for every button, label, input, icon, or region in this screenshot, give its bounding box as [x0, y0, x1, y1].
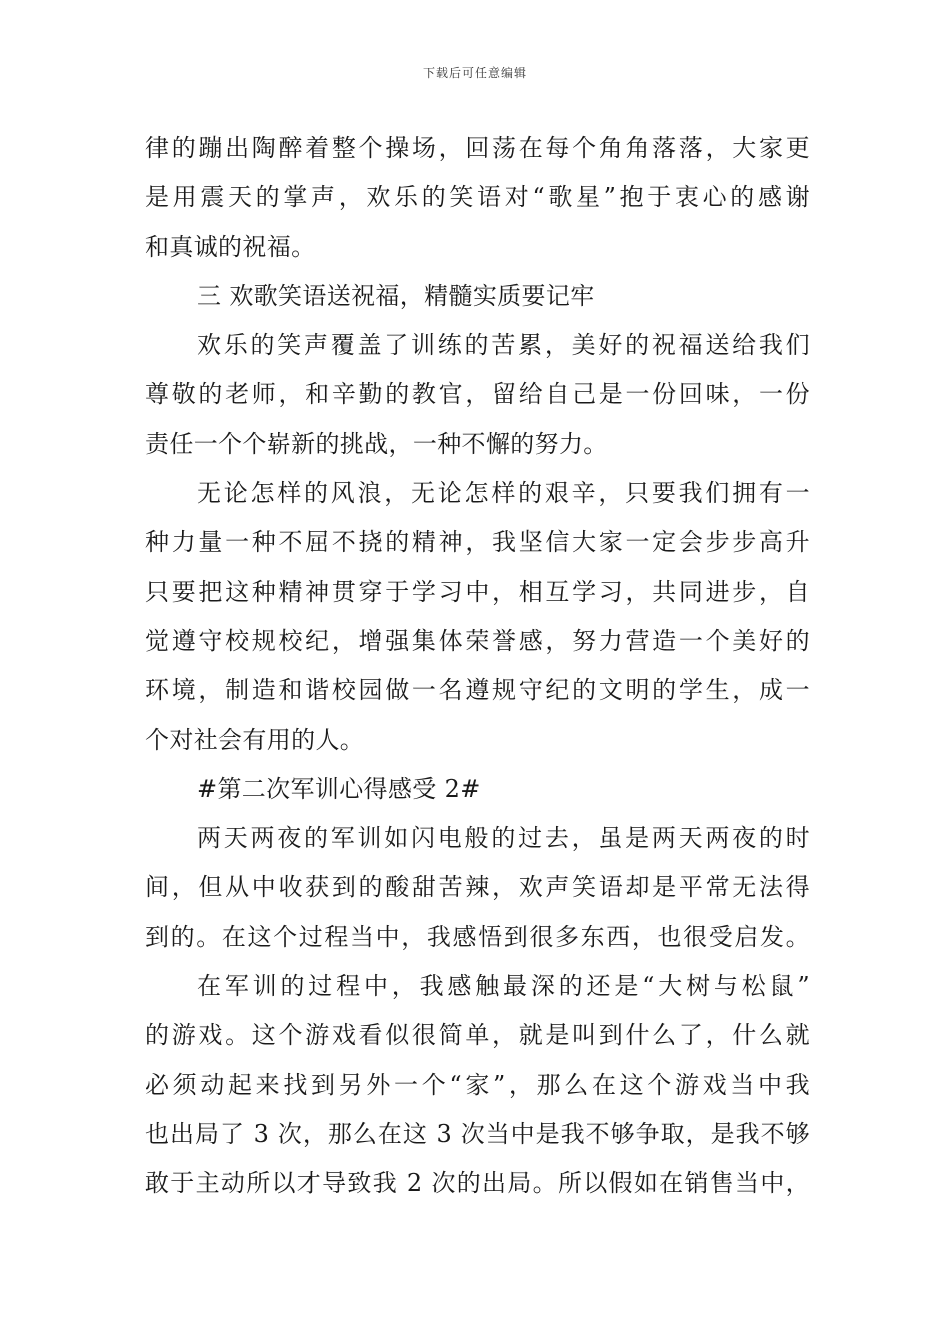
text-line: 两天两夜的军训如闪电般的过去，虽是两天两夜的时 [197, 824, 810, 853]
text-line: 敢于主动所以才导致我 2 次的出局。所以假如在销售当中， [145, 1169, 810, 1198]
text-line: 责任一个个崭新的挑战，一种不懈的努力。 [145, 429, 608, 458]
text-line: 在军训的过程中，我感触最深的还是“大树与松鼠” [197, 972, 810, 1001]
text-line: 和真诚的祝福。 [145, 232, 316, 261]
text-line: 觉遵守校规校纪，增强集体荣誉感，努力营造一个美好的 [145, 626, 810, 655]
text-line: 律的蹦出陶醉着整个操场，回荡在每个角角落落，大家更 [145, 134, 810, 162]
text-line: 是用震天的掌声，欢乐的笑语对“歌星”抱于衷心的感谢 [145, 183, 810, 212]
text-line: 尊敬的老师，和辛勤的教官，留给自己是一份回味，一份 [145, 380, 810, 409]
text-line: 的游戏。这个游戏看似很简单，就是叫到什么了，什么就 [145, 1021, 810, 1050]
page-header: 下载后可任意编辑 [422, 66, 527, 80]
document-body [145, 124, 810, 1209]
text-line: 环境，制造和谐校园做一名遵规守纪的文明的学生，成一 [145, 676, 810, 705]
text-line: 间，但从中收获到的酸甜苦辣，欢声笑语却是平常无法得 [145, 873, 810, 902]
text-line: 到的。在这个过程当中，我感悟到很多东西，也很受启发。 [145, 922, 810, 951]
section-heading: #第二次军训心得感受 2# [197, 774, 481, 803]
text-line: 只要把这种精神贯穿于学习中，相互学习，共同进步，自 [145, 577, 810, 606]
text-line: 种力量一种不屈不挠的精神，我坚信大家一定会步步高升 [145, 528, 810, 557]
text-line: 个对社会有用的人。 [145, 725, 365, 754]
section-heading: 三 欢歌笑语送祝福，精髓实质要记牢 [197, 281, 595, 310]
text-line: 欢乐的笑声覆盖了训练的苦累，美好的祝福送给我们 [197, 331, 810, 360]
text-line: 也出局了 3 次，那么在这 3 次当中是我不够争取，是我不够 [145, 1119, 810, 1148]
text-line: 必须动起来找到另外一个“家”，那么在这个游戏当中我 [145, 1070, 810, 1099]
text-line: 无论怎样的风浪，无论怎样的艰辛，只要我们拥有一 [197, 479, 810, 508]
